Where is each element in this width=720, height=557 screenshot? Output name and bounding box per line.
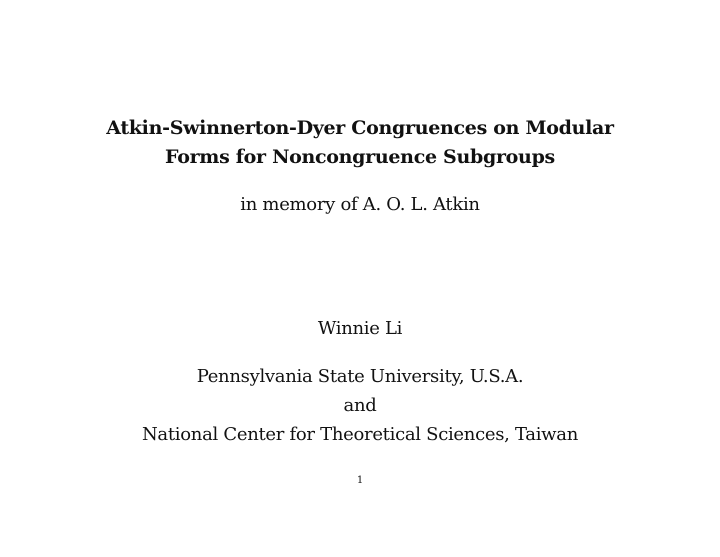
page-number: 1 xyxy=(356,475,364,486)
dedication: in memory of A. O. L. Atkin xyxy=(240,194,480,215)
affiliation-line-2: and xyxy=(343,395,377,416)
slide-title xyxy=(0,114,720,172)
title-line-1: Atkin-Swinnerton-Dyer Congruences on Modular xyxy=(106,117,614,139)
author-name: Winnie Li xyxy=(317,318,403,339)
title-line-2: Forms for Noncongruence Subgroups xyxy=(165,146,555,168)
affiliation-line-3: National Center for Theoretical Sciences, Taiwan xyxy=(141,424,579,445)
affiliation-line-1: Pennsylvania State University, U.S.A. xyxy=(196,366,524,387)
affiliation xyxy=(0,362,720,449)
